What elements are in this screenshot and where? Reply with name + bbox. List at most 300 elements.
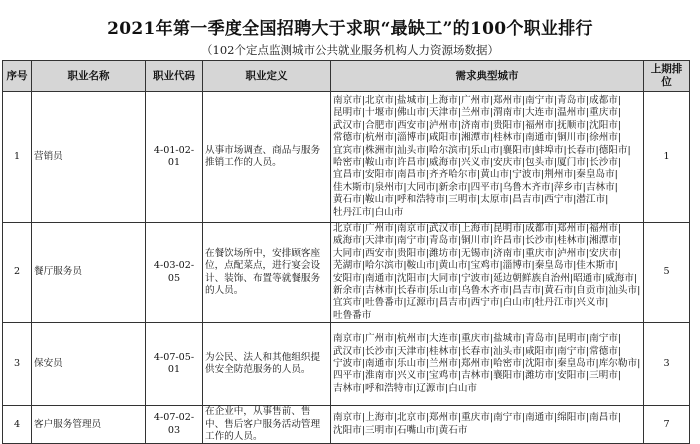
city-name: 抚顺市 xyxy=(557,119,586,131)
header-prev-rank: 上期排位 xyxy=(644,61,690,92)
city-name: 桂林市 xyxy=(429,345,458,357)
city-name: 威海市 xyxy=(429,157,458,168)
city-separator: | xyxy=(553,412,558,424)
city-name: 桂林市 xyxy=(493,132,522,144)
city-separator: | xyxy=(361,169,366,181)
city-name: 汕头市 xyxy=(608,285,638,297)
city-name: 泸州市 xyxy=(557,247,586,259)
row-seq: 3 xyxy=(3,323,32,406)
row-job-code: 4-07-02-03 xyxy=(146,406,203,444)
city-name: 延边朝鲜族自治州 xyxy=(493,272,570,284)
city-separator: | xyxy=(457,223,462,234)
city-separator: | xyxy=(541,169,545,181)
city-separator: | xyxy=(617,412,622,424)
city-name: 西宁市 xyxy=(544,194,574,206)
city-name: 贵阳市 xyxy=(397,247,426,259)
city-name: 济南市 xyxy=(493,247,522,259)
city-separator: | xyxy=(425,235,430,247)
city-name: 温州市 xyxy=(557,107,586,119)
header-cities: 需求典型城市 xyxy=(331,61,644,92)
city-name: 北京市 xyxy=(333,223,362,234)
city-name: 武汉市 xyxy=(429,223,458,234)
city-name: 哈密市 xyxy=(493,358,522,370)
city-name: 安阳市 xyxy=(557,370,586,382)
city-name: 佳木斯市 xyxy=(333,181,372,193)
city-name: 青岛市 xyxy=(429,235,458,247)
city-name: 南通市 xyxy=(525,132,554,144)
city-separator: | xyxy=(457,235,462,247)
city-name: 淄博市 xyxy=(397,132,426,144)
city-name: 湘潭市 xyxy=(461,132,490,144)
city-separator: | xyxy=(393,424,398,436)
city-name: 三明市 xyxy=(448,194,478,206)
city-name: 泸州市 xyxy=(429,119,458,131)
row-cities-cell xyxy=(331,223,644,323)
city-name: 黄石市 xyxy=(544,285,574,297)
city-separator: | xyxy=(569,272,574,284)
table-header-row xyxy=(3,61,690,92)
city-separator: | xyxy=(521,94,526,106)
city-separator: | xyxy=(425,132,430,144)
city-separator: | xyxy=(563,144,567,156)
city-separator: | xyxy=(393,119,398,131)
city-separator: | xyxy=(614,169,618,181)
city-name: 大同市 xyxy=(429,272,458,284)
city-name: 青岛市 xyxy=(525,333,554,345)
city-name: 宁波市 xyxy=(333,358,362,370)
city-name: 吉林市 xyxy=(585,181,615,193)
city-separator: | xyxy=(425,370,430,382)
city-separator: | xyxy=(457,247,462,259)
city-name: 昌吉市 xyxy=(438,297,468,309)
city-name: 武汉市 xyxy=(333,345,362,357)
city-separator: | xyxy=(550,181,554,193)
city-name: 南昌市 xyxy=(589,412,618,424)
city-separator: | xyxy=(361,382,366,394)
city-separator: | xyxy=(573,194,577,206)
city-name: 长沙市 xyxy=(365,345,394,357)
city-name: 广州市 xyxy=(365,333,394,345)
city-separator: | xyxy=(553,94,558,106)
city-separator: | xyxy=(637,285,641,297)
city-name: 南宁市 xyxy=(525,94,554,106)
city-separator: | xyxy=(521,119,526,131)
city-name: 乐山市 xyxy=(397,358,426,370)
city-separator: | xyxy=(425,285,430,297)
city-name: 绵阳市 xyxy=(557,412,586,424)
city-separator: | xyxy=(553,119,558,131)
city-separator: | xyxy=(633,272,638,284)
city-name: 兴义市 xyxy=(461,157,490,168)
row-job-definition: 在企业中，从事售前、售中、售后客户服务活动管理工作的人员。 xyxy=(203,406,331,444)
city-name: 秦皇岛市 xyxy=(534,260,574,272)
city-name: 三明市 xyxy=(365,424,394,436)
city-separator: | xyxy=(637,358,641,370)
city-name: 兴义市 xyxy=(397,370,426,382)
city-separator: | xyxy=(425,272,430,284)
city-separator: | xyxy=(435,424,439,436)
city-name: 佳木斯市 xyxy=(576,260,615,272)
city-separator: | xyxy=(361,247,366,259)
city-separator: | xyxy=(489,132,494,144)
city-separator: | xyxy=(489,358,494,370)
city-name: 沈阳市 xyxy=(397,272,426,284)
city-separator: | xyxy=(361,260,366,272)
city-name: 成都市 xyxy=(525,223,554,234)
city-name: 广州市 xyxy=(461,94,490,106)
city-name: 天津市 xyxy=(397,345,426,357)
row-job-definition: 在餐饮场所中，安排顾客座位，点配菜点，进行宴会设计、装饰、布置等就餐服务的人员。 xyxy=(203,223,331,323)
city-name: 自贡市 xyxy=(576,285,606,297)
city-separator: | xyxy=(489,333,494,345)
city-separator: | xyxy=(467,181,471,193)
city-separator: | xyxy=(393,345,398,357)
city-separator: | xyxy=(467,297,471,309)
city-name: 辽源市 xyxy=(416,382,445,394)
city-separator: | xyxy=(521,223,526,234)
city-name: 郑州市 xyxy=(429,412,458,424)
city-name: 黄山市 xyxy=(438,260,468,272)
city-separator: | xyxy=(582,181,586,193)
city-name: 株洲市 xyxy=(365,144,394,156)
city-name: 泉州市 xyxy=(374,181,404,193)
city-name: 大连市 xyxy=(429,333,458,345)
city-separator: | xyxy=(489,370,494,382)
city-name: 南通市 xyxy=(365,272,394,284)
city-separator: | xyxy=(553,107,558,119)
city-separator: | xyxy=(361,285,366,297)
city-name: 乐山市 xyxy=(470,144,500,156)
city-separator: | xyxy=(573,297,577,309)
city-name: 昌吉市 xyxy=(512,285,542,297)
city-name: 上海市 xyxy=(365,412,394,424)
city-name: 咸阳市 xyxy=(429,132,458,144)
city-separator: | xyxy=(425,223,430,234)
city-separator: | xyxy=(457,412,462,424)
city-separator: | xyxy=(521,247,526,259)
city-name: 吐鲁番市 xyxy=(365,297,404,309)
city-separator: | xyxy=(371,181,375,193)
city-name: 潍坊市 xyxy=(525,370,554,382)
city-name: 蚌埠市 xyxy=(534,144,564,156)
page-title: 2021年第一季度全国招聘大于求职“最缺工”的100个职业排行 xyxy=(107,19,593,39)
city-name: 青岛市 xyxy=(557,94,586,106)
city-separator: | xyxy=(425,157,430,168)
city-name: 襄阳市 xyxy=(502,144,532,156)
city-name: 宝鸡市 xyxy=(470,260,500,272)
city-name: 新余市 xyxy=(333,285,362,297)
city-separator: | xyxy=(499,144,503,156)
row-job-definition: 从事市场调查、商品与服务推销工作的人员。 xyxy=(203,92,331,223)
city-name: 济南市 xyxy=(461,119,490,131)
city-separator: | xyxy=(393,157,398,168)
city-separator: | xyxy=(457,285,462,297)
city-name: 秦皇岛市 xyxy=(557,358,596,370)
city-separator: | xyxy=(553,247,558,259)
city-name: 南京市 xyxy=(397,223,426,234)
city-separator: | xyxy=(617,370,622,382)
city-name: 兰州市 xyxy=(429,358,458,370)
city-name: 上海市 xyxy=(429,94,458,106)
city-separator: | xyxy=(489,235,494,247)
city-separator: | xyxy=(361,345,366,357)
city-name: 天津市 xyxy=(365,235,394,247)
city-separator: | xyxy=(617,119,622,131)
city-name: 鞍山市 xyxy=(365,194,394,206)
row-prev-rank: 3 xyxy=(644,323,690,406)
city-separator: | xyxy=(585,412,590,424)
city-separator: | xyxy=(457,358,462,370)
city-name: 福州市 xyxy=(525,119,554,131)
city-name: 哈密市 xyxy=(333,157,362,168)
city-separator: | xyxy=(457,107,462,119)
city-separator: | xyxy=(425,144,430,156)
city-name: 鞍山市 xyxy=(406,260,436,272)
city-separator: | xyxy=(489,157,494,168)
row-job-code: 4-07-05-01 xyxy=(146,323,203,406)
city-separator: | xyxy=(595,358,599,370)
city-name: 沈阳市 xyxy=(333,424,362,436)
city-separator: | xyxy=(521,345,526,357)
city-separator: | xyxy=(457,272,462,284)
city-name: 威海市 xyxy=(333,235,362,247)
page-subtitle: （102个定点监测城市公共就业服务机构人力资源场数据） xyxy=(201,43,499,57)
city-name: 哈尔滨市 xyxy=(365,260,404,272)
city-name: 吐鲁番市 xyxy=(333,309,372,321)
city-name: 西安市 xyxy=(397,119,426,131)
city-separator: | xyxy=(585,235,590,247)
city-separator: | xyxy=(425,333,430,345)
city-separator: | xyxy=(617,157,622,168)
city-name: 包头市 xyxy=(525,157,554,168)
city-separator: | xyxy=(361,144,366,156)
city-name: 大同市 xyxy=(333,247,362,259)
city-name: 安庆市 xyxy=(493,157,522,168)
city-separator: | xyxy=(499,181,503,193)
city-name: 北京市 xyxy=(397,412,426,424)
city-name: 安阳市 xyxy=(333,272,362,284)
city-name: 汕头市 xyxy=(397,144,426,156)
city-name: 十堰市 xyxy=(365,107,394,119)
city-name: 昆明市 xyxy=(493,223,522,234)
city-separator: | xyxy=(499,260,503,272)
city-name: 南宁市 xyxy=(557,345,586,357)
city-separator: | xyxy=(425,107,430,119)
city-name: 宜宾市 xyxy=(333,297,362,309)
city-name: 黄石市 xyxy=(438,424,468,436)
city-separator: | xyxy=(617,107,622,119)
city-separator: | xyxy=(585,119,590,131)
city-separator: | xyxy=(617,235,622,247)
city-name: 沈阳市 xyxy=(589,119,618,131)
table-row xyxy=(3,323,690,406)
city-separator: | xyxy=(467,260,471,272)
city-separator: | xyxy=(601,272,606,284)
city-name: 兰州市 xyxy=(461,107,490,119)
city-separator: | xyxy=(361,132,366,144)
city-name: 昆明市 xyxy=(333,107,362,119)
city-separator: | xyxy=(361,333,366,345)
city-name: 南京市 xyxy=(333,94,362,106)
city-name: 重庆市 xyxy=(461,333,490,345)
city-name: 合肥市 xyxy=(365,119,394,131)
city-separator: | xyxy=(457,119,462,131)
row-seq: 4 xyxy=(3,406,32,444)
city-separator: | xyxy=(393,194,398,206)
city-name: 宁波市 xyxy=(461,272,490,284)
table-row xyxy=(3,223,690,323)
city-name: 襄阳市 xyxy=(493,370,522,382)
city-name: 威海市 xyxy=(605,272,634,284)
city-name: 南宁市 xyxy=(493,412,522,424)
city-name: 铜川市 xyxy=(557,132,586,144)
city-name: 宝鸡市 xyxy=(429,370,458,382)
city-name: 太原市 xyxy=(480,194,510,206)
city-separator: | xyxy=(521,333,526,345)
city-separator: | xyxy=(457,132,462,144)
city-separator: | xyxy=(521,132,526,144)
city-separator: | xyxy=(553,157,558,168)
city-name: 北京市 xyxy=(365,94,394,106)
city-name: 长春市 xyxy=(566,144,596,156)
city-name: 宁波市 xyxy=(512,169,542,181)
city-separator: | xyxy=(521,157,526,168)
city-name: 盐城市 xyxy=(493,333,522,345)
city-separator: | xyxy=(553,235,558,247)
city-name: 西安市 xyxy=(365,247,394,259)
city-separator: | xyxy=(489,412,494,424)
city-separator: | xyxy=(393,333,398,345)
row-job-code: 4-03-02-05 xyxy=(146,223,203,323)
city-separator: | xyxy=(393,169,398,181)
city-separator: | xyxy=(531,297,535,309)
city-separator: | xyxy=(541,285,545,297)
city-name: 大同市 xyxy=(406,181,436,193)
city-name: 徐州市 xyxy=(589,132,618,144)
city-separator: | xyxy=(361,412,366,424)
city-name: 汕头市 xyxy=(493,345,522,357)
city-name: 成都市 xyxy=(589,94,618,106)
city-separator: | xyxy=(614,260,618,272)
city-separator: | xyxy=(531,260,535,272)
city-separator: | xyxy=(361,370,366,382)
city-name: 三明市 xyxy=(589,370,618,382)
city-name: 铜川市 xyxy=(461,235,490,247)
row-job-name: 营销员 xyxy=(32,92,146,223)
city-separator: | xyxy=(361,358,366,370)
city-name: 石嘴山市 xyxy=(397,424,436,436)
city-separator: | xyxy=(573,260,577,272)
city-separator: | xyxy=(403,297,407,309)
city-name: 杭州市 xyxy=(397,333,426,345)
city-separator: | xyxy=(457,94,462,106)
city-name: 芜湖市 xyxy=(333,260,362,272)
city-separator: | xyxy=(521,370,526,382)
city-separator: | xyxy=(393,285,398,297)
city-separator: | xyxy=(585,247,590,259)
city-separator: | xyxy=(617,345,622,357)
city-name: 南通市 xyxy=(365,358,394,370)
city-name: 佛山市 xyxy=(397,107,426,119)
city-separator: | xyxy=(553,333,558,345)
city-name: 郑州市 xyxy=(557,223,586,234)
city-separator: | xyxy=(617,132,622,144)
city-separator: | xyxy=(605,194,609,206)
city-separator: | xyxy=(361,424,366,436)
city-name: 西宁市 xyxy=(470,297,500,309)
city-separator: | xyxy=(553,223,558,234)
city-name: 郑州市 xyxy=(493,94,522,106)
city-separator: | xyxy=(489,107,494,119)
row-job-name: 客户服务管理员 xyxy=(32,406,146,444)
city-separator: | xyxy=(521,412,526,424)
city-separator: | xyxy=(425,94,430,106)
city-separator: | xyxy=(605,285,609,297)
city-name: 呼和浩特市 xyxy=(365,382,413,394)
city-separator: | xyxy=(605,297,609,309)
city-name: 武汉市 xyxy=(333,119,362,131)
city-name: 吉林市 xyxy=(365,285,394,297)
city-list xyxy=(333,223,641,322)
city-name: 昌吉市 xyxy=(512,194,542,206)
city-separator: | xyxy=(477,169,481,181)
city-name: 黄石市 xyxy=(333,194,362,206)
city-name: 天津市 xyxy=(429,107,458,119)
city-separator: | xyxy=(499,297,503,309)
city-separator: | xyxy=(585,107,590,119)
city-separator: | xyxy=(521,358,526,370)
city-separator: | xyxy=(425,358,430,370)
city-separator: | xyxy=(425,412,430,424)
city-separator: | xyxy=(393,132,398,144)
city-separator: | xyxy=(595,144,599,156)
city-separator: | xyxy=(361,157,366,168)
city-separator: | xyxy=(509,285,513,297)
city-separator: | xyxy=(627,144,631,156)
city-name: 许昌市 xyxy=(397,157,426,168)
city-separator: | xyxy=(457,157,462,168)
city-name: 大连市 xyxy=(525,107,554,119)
city-separator: | xyxy=(393,144,398,156)
city-name: 长沙市 xyxy=(589,157,618,168)
city-name: 德阳市 xyxy=(598,144,628,156)
city-separator: | xyxy=(617,247,622,259)
city-separator: | xyxy=(489,247,494,259)
city-separator: | xyxy=(435,181,439,193)
row-seq: 1 xyxy=(3,92,32,223)
city-separator: | xyxy=(467,144,471,156)
city-separator: | xyxy=(489,345,494,357)
city-separator: | xyxy=(445,382,449,394)
city-name: 白山市 xyxy=(502,297,532,309)
city-separator: | xyxy=(585,345,590,357)
city-name: 四平市 xyxy=(333,370,362,382)
city-separator: | xyxy=(509,169,513,181)
city-name: 呼和浩特市 xyxy=(397,194,445,206)
city-name: 沈阳市 xyxy=(525,358,554,370)
city-name: 吉林市 xyxy=(333,382,362,394)
city-name: 牡丹江市 xyxy=(534,297,574,309)
row-cities-cell xyxy=(331,406,644,444)
row-seq: 2 xyxy=(3,223,32,323)
city-separator: | xyxy=(393,370,398,382)
city-name: 安阳市 xyxy=(365,169,394,181)
city-separator: | xyxy=(521,235,526,247)
city-name: 淮南市 xyxy=(365,370,394,382)
city-name: 常德市 xyxy=(333,132,362,144)
row-prev-rank: 5 xyxy=(644,223,690,323)
city-separator: | xyxy=(361,194,366,206)
